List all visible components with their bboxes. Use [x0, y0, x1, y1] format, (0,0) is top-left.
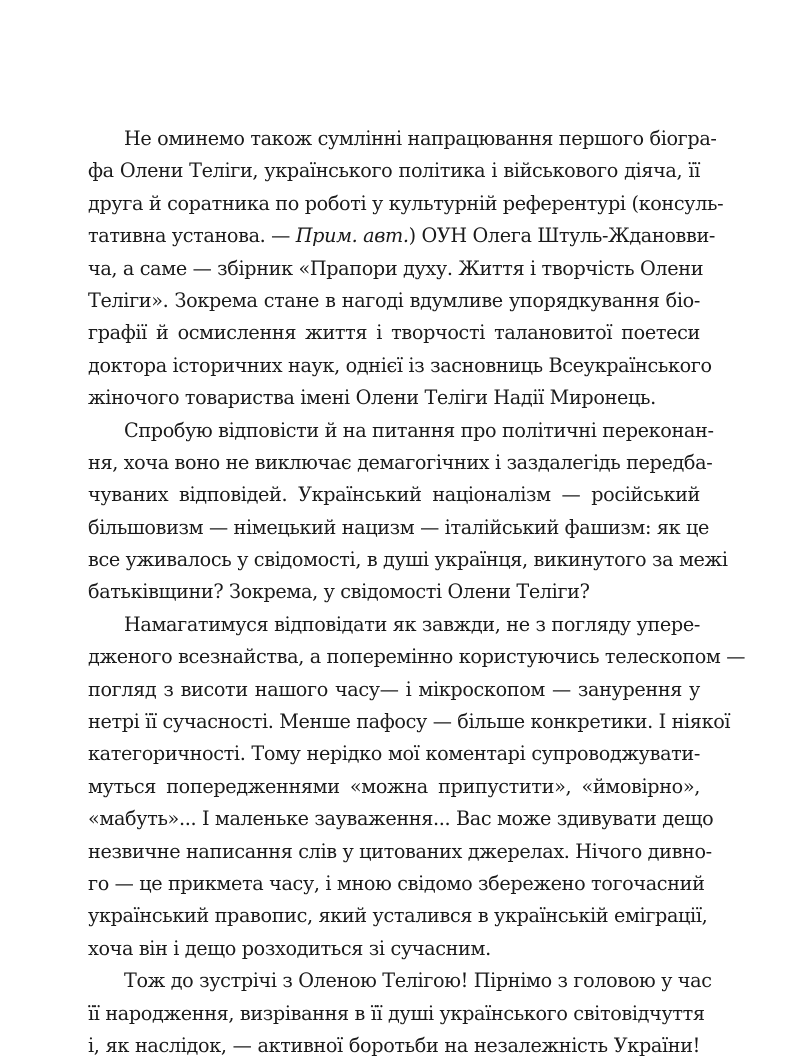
- text-line: графії й осмислення життя і творчості талановитої поетеси: [88, 321, 700, 345]
- text-line: «мабуть»... І маленьке зауваження... Вас може здивувати дещо: [88, 807, 714, 831]
- text-line: ча, а саме — збірник «Прапори духу. Життя і творчість Олени: [88, 256, 704, 280]
- text-line: батьківщини? Зокрема, у свідомості Олени Теліги?: [88, 580, 590, 604]
- text-line: Намагатимуся відповідати як завжди, не з погляду упере-: [124, 612, 700, 636]
- text-line: погляд з висоти нашого часу— і мікроскопом — занурення у: [88, 677, 700, 701]
- text-line: все уживалось у свідомості, в душі українця, викинутого за межі: [88, 548, 728, 572]
- text-line: Тож до зустрічі з Оленою Телігою! Пірнімо з головою у час: [124, 969, 712, 993]
- text-line: тативна установа. — Прим. авт.) ОУН Олега Штуль-Ждановви-: [88, 224, 716, 248]
- text-line: доктора історичних наук, однієї із засновниць Всеукраїнського: [88, 353, 712, 377]
- text-line: незвичне написання слів у цитованих джерелах. Нічого дивно-: [88, 839, 712, 863]
- text-line: друга й соратника по роботі у культурній референтурі (консуль-: [88, 191, 724, 215]
- text-line: жіночого товариства імені Олени Теліги Надії Миронець.: [88, 386, 656, 410]
- text-line: нетрі її сучасності. Менше пафосу — більше конкретики. І ніякої: [88, 710, 731, 734]
- text-line: категоричності. Тому нерідко мої коментарі супроводжувати-: [88, 742, 700, 766]
- text-line: більшовизм — німецький нацизм — італійський фашизм: як це: [88, 515, 710, 539]
- text-line: Спробую відповісти й на питання про політичні переконан-: [124, 418, 714, 442]
- body-text: [88, 123, 746, 1062]
- text-line: Теліги». Зокрема стане в нагоді вдумливе упорядкування біо-: [88, 288, 700, 312]
- text-line: хоча він і дещо розходиться зі сучасним.: [88, 936, 491, 960]
- text-line: муться попередженнями «можна припустити», «ймовірно»,: [88, 774, 700, 798]
- text-line: го — це прикмета часу, і мною свідомо збережено тогочасний: [88, 871, 705, 895]
- text-line: український правопис, який усталився в українській еміграції,: [88, 904, 708, 928]
- text-line: її народження, визрівання в її душі українського світовідчуття: [88, 1001, 705, 1025]
- text-line: фа Олени Теліги, українського політика і військового діяча, її: [88, 159, 700, 183]
- author-note-abbrev: Прим. авт.: [295, 224, 409, 248]
- text-line: дженого всезнайства, а поперемінно користуючись телескопом —: [88, 645, 746, 669]
- text-line: ня, хоча воно не виключає демагогічних і заздалегідь передба-: [88, 450, 713, 474]
- text-line: Не оминемо також сумлінні напрацювання першого біогра-: [124, 127, 717, 150]
- text-line: чуваних відповідей. Український націоналізм — російський: [88, 483, 700, 507]
- text-line: і, як наслідок, — активної боротьби на незалежність України!: [88, 1033, 700, 1057]
